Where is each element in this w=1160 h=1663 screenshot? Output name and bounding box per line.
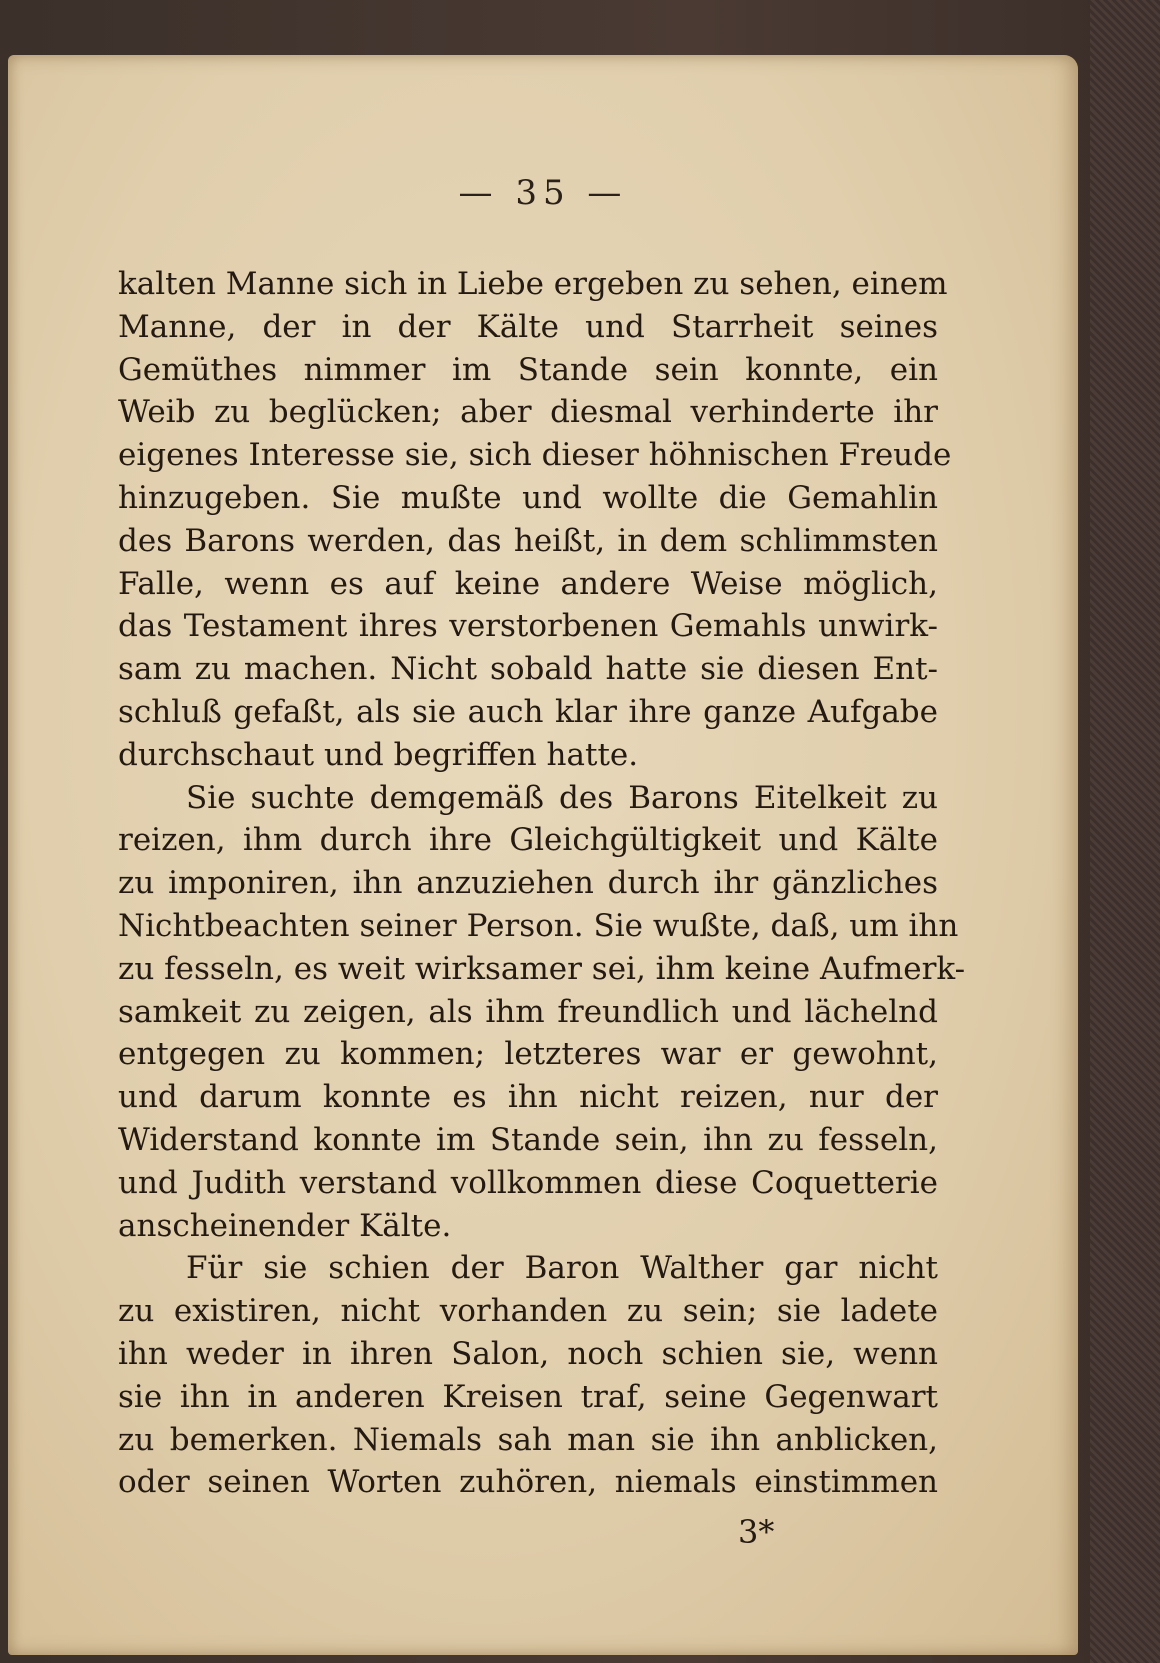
text-line: Gemüthes nimmer im Stande sein konnte, ein (118, 351, 938, 388)
book-page (8, 55, 1078, 1655)
text-line: Für sie schien der Baron Walther gar nicht (186, 1250, 938, 1287)
text-line: Manne, der in der Kälte und Starrheit seines (118, 308, 938, 345)
text-line: hinzugeben. Sie mußte und wollte die Gemahlin (118, 479, 938, 516)
text-line: sam zu machen. Nicht sobald hatte sie diesen Ent- (118, 651, 938, 688)
text-line: des Barons werden, das heißt, in dem schlimmsten (118, 522, 938, 559)
text-line: oder seinen Worten zuhören, niemals einstimmen (118, 1464, 938, 1501)
text-line: durchschaut und begriffen hatte. (118, 736, 639, 773)
text-line: Weib zu beglücken; aber diesmal verhinderte ihr (118, 394, 938, 431)
text-line: und darum konnte es ihn nicht reizen, nur der (118, 1079, 938, 1116)
body-text (118, 263, 966, 1504)
text-line: das Testament ihres verstorbenen Gemahls unwirk- (118, 608, 938, 645)
text-line: zu bemerken. Niemals sah man sie ihn anblicken, (118, 1421, 938, 1458)
text-line: sie ihn in anderen Kreisen traf, seine Gegenwart (118, 1378, 938, 1415)
page-number-header: — 35 — (458, 173, 628, 213)
signature-mark: 3* (738, 1513, 775, 1551)
text-line: kalten Manne sich in Liebe ergeben zu sehen, einem (118, 266, 948, 302)
text-line: zu existiren, nicht vorhanden zu sein; sie ladete (118, 1293, 938, 1330)
text-line: schluß gefaßt, als sie auch klar ihre ganze Aufgabe (118, 693, 938, 730)
text-line: eigenes Interesse sie, sich dieser höhnischen Freude (118, 437, 952, 474)
book-cover-edge (1090, 0, 1160, 1663)
text-line: Sie suchte demgemäß des Barons Eitelkeit zu (186, 779, 938, 816)
text-line: zu imponiren, ihn anzuziehen durch ihr gänzliches (118, 865, 938, 902)
text-line: entgegen zu kommen; letzteres war er gewohnt, (118, 1036, 938, 1073)
text-line: und Judith verstand vollkommen diese Coquetterie (118, 1164, 938, 1201)
text-line: Falle, wenn es auf keine andere Weise möglich, (118, 565, 938, 602)
text-line: Widerstand konnte im Stande sein, ihn zu fesseln, (118, 1121, 938, 1158)
text-line: reizen, ihm durch ihre Gleichgültigkeit und Kälte (118, 822, 938, 859)
text-line: zu fesseln, es weit wirksamer sei, ihm keine Aufmerk- (118, 950, 966, 987)
text-line: ihn weder in ihren Salon, noch schien sie, wenn (118, 1335, 938, 1372)
text-line: samkeit zu zeigen, als ihm freundlich und lächelnd (118, 993, 938, 1030)
text-line: anscheinender Kälte. (118, 1207, 452, 1244)
text-line: Nichtbeachten seiner Person. Sie wußte, daß, um ihn (118, 907, 959, 944)
